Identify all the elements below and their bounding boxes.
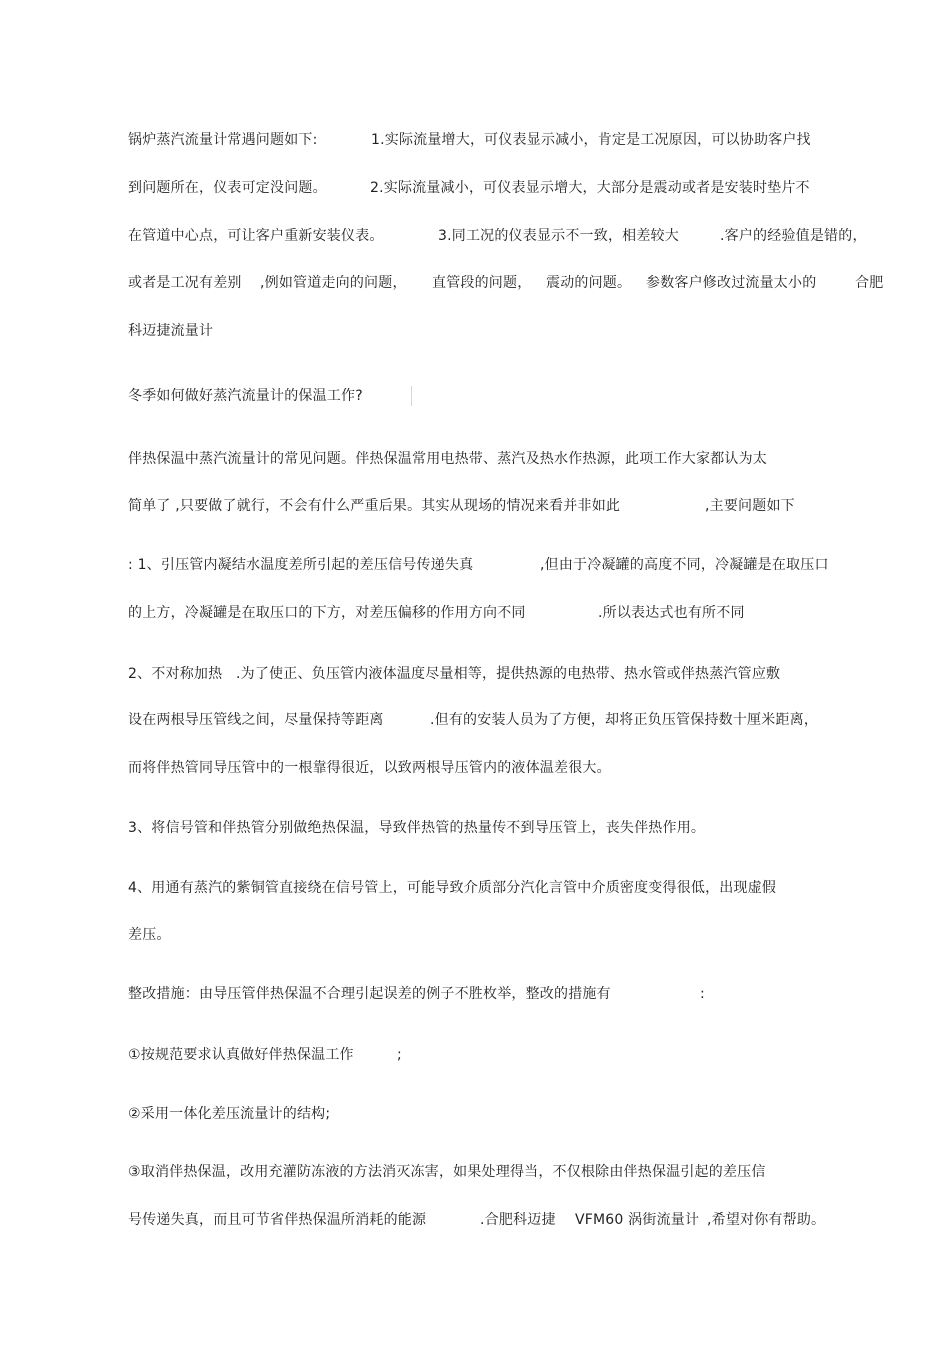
text-segment: 设在两根导压管线之间，尽量保持等距离	[128, 712, 384, 728]
text-segment: 参数客户修改过流量太小的	[646, 275, 817, 291]
text-segment: 直管段的问题，	[432, 275, 532, 291]
text-segment: 2、不对称加热	[128, 666, 223, 682]
text-segment: ,例如管道走向的问题，	[260, 275, 407, 291]
text-segment: 冬季如何做好蒸汽流量计的保温工作?	[128, 388, 363, 404]
text-segment: :	[700, 986, 705, 1002]
text-segment: ③取消伴热保温，改用充灌防冻液的方法消灭冻害，如果处理得当，不仅根除由伴热保温引起的差压信	[128, 1164, 766, 1180]
text-segment: 在管道中心点，可让客户重新安装仪表。	[128, 228, 384, 244]
text-segment: 伴热保温中蒸汽流量计的常见问题。伴热保温常用电热带、蒸汽及热水作热源，此项工作大家都认为太	[128, 451, 767, 467]
text-segment: 合肥	[855, 275, 884, 291]
text-segment: ,主要问题如下	[705, 498, 795, 514]
text-segment: 震动的问题。	[546, 275, 632, 291]
text-segment: ,希望对你有帮助。	[707, 1212, 826, 1228]
text-segment: 而将伴热管同导压管中的一根靠得很近，以致两根导压管内的液体温差很大。	[128, 760, 611, 776]
text-segment: ;	[397, 1047, 402, 1063]
text-segment: 简单了 ,只要做了就行，不会有什么严重后果。其实从现场的情况来看并非如此	[128, 498, 621, 514]
text-segment: ②采用一体化差压流量计的结构;	[128, 1106, 331, 1122]
text-segment: 的上方，冷凝罐是在取压口的下方，对差压偏移的作用方向不同	[128, 605, 526, 621]
text-segment: 1.实际流量增大，可仪表显示减小，肯定是工况原因，可以协助客户找	[371, 132, 811, 148]
text-segment: .但有的安装人员为了方便，却将正负压管保持数十厘米距离，	[430, 712, 819, 728]
text-segment: 科迈捷流量计	[128, 323, 214, 339]
text-segment: ,但由于冷凝罐的高度不同，冷凝罐是在取压口	[540, 557, 829, 573]
text-segment: 3.同工况的仪表显示不一致，相差较大	[438, 228, 679, 244]
text-segment: .所以表达式也有所不同	[598, 605, 745, 621]
text-segment: 或者是工况有差别	[128, 275, 242, 291]
text-segment: 整改措施：由导压管伴热保温不合理引起误差的例子不胜枚举，整改的措施有	[128, 986, 611, 1002]
text-segment: : 1、引压管内凝结水温度差所引起的差压信号传递失真	[128, 557, 474, 573]
text-segment: 3、将信号管和伴热管分别做绝热保温，导致伴热管的热量传不到导压管上，丧失伴热作用。	[128, 820, 706, 836]
text-segment: 4、用通有蒸汽的紫铜管直接绕在信号管上，可能导致介质部分汽化言管中介质密度变得很低，出现虚假	[128, 880, 777, 896]
text-segment: .为了使正、负压管内液体温度尽量相等，提供热源的电热带、热水管或伴热蒸汽管应敷	[236, 666, 781, 682]
text-segment: 到问题所在，仪表可定没问题。	[128, 180, 327, 196]
text-segment: 差压。	[128, 927, 171, 943]
text-segment: .合肥科迈捷	[480, 1212, 556, 1228]
text-segment: 号传递失真，而且可节省伴热保温所消耗的能源	[128, 1212, 427, 1228]
text-segment: 2.实际流量减小，可仪表显示增大，大部分是震动或者是安装时垫片不	[370, 180, 810, 196]
text-segment: .客户的经验值是错的，	[720, 228, 867, 244]
text-segment: ①按规范要求认真做好伴热保温工作	[128, 1047, 354, 1063]
text-segment: VFM60 涡街流量计	[575, 1212, 700, 1228]
text-cursor-mark	[411, 386, 412, 406]
text-segment: 锅炉蒸汽流量计常遇问题如下:	[128, 132, 318, 148]
